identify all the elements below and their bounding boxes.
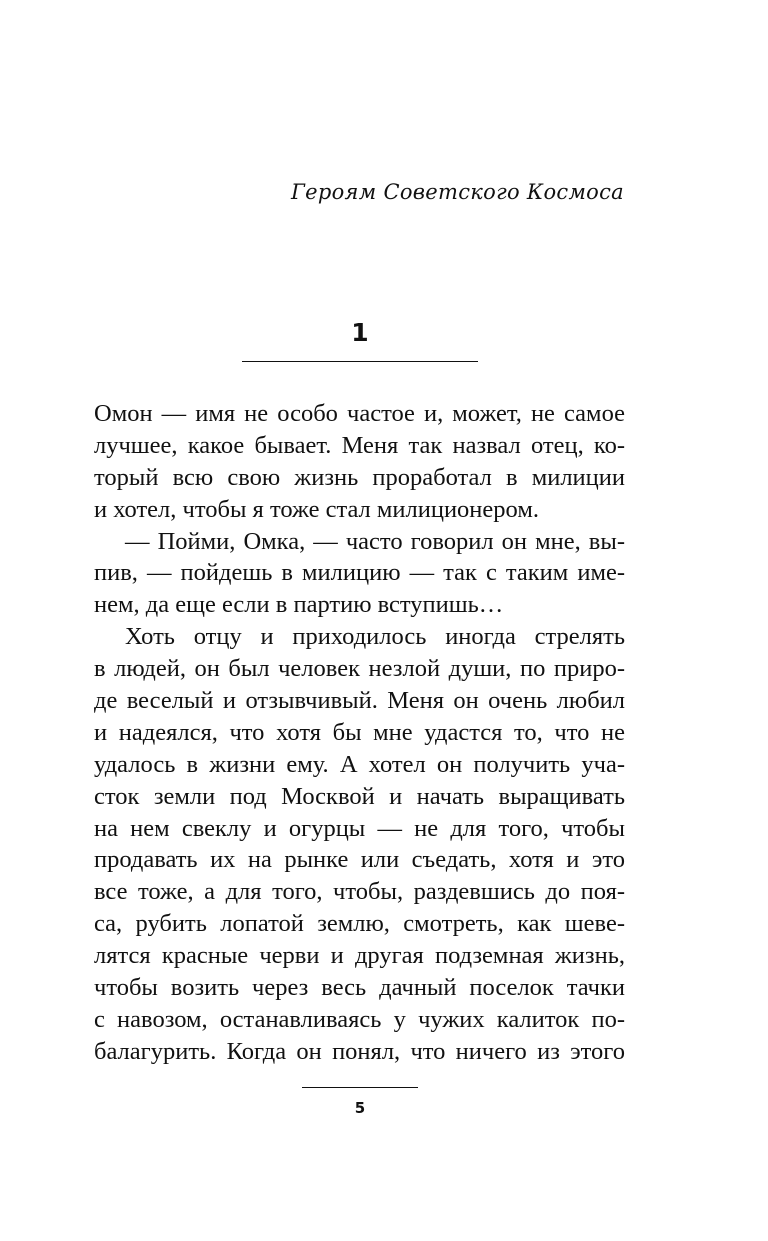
text-line: продавать их на рынке или съедать, хотя и это	[94, 846, 625, 874]
text-line: удалось в жизни ему. А хотел он получить уча-	[94, 750, 625, 778]
text-line: торый всю свою жизнь проработал в милиции	[94, 463, 625, 491]
text-line: все тоже, а для того, чтобы, раздевшись до поя-	[94, 878, 625, 906]
text-line: балагурить. Когда он понял, что ничего из этого	[94, 1037, 625, 1065]
footer-divider	[302, 1087, 418, 1088]
chapter-divider	[242, 361, 478, 362]
text-line: чтобы возить через весь дачный поселок тачки	[94, 974, 625, 1002]
text-line: са, рубить лопатой землю, смотреть, как шеве-	[94, 910, 625, 938]
text-line: и хотел, чтобы я тоже стал милиционером.	[94, 495, 539, 523]
text-line: де веселый и отзывчивый. Меня он очень любил	[94, 687, 625, 715]
text-line: на нем свеклу и огурцы — не для того, чтобы	[94, 814, 625, 842]
text-line: Хоть отцу и приходилось иногда стрелять	[125, 623, 625, 651]
text-line: нем, да еще если в партию вступишь…	[94, 591, 504, 619]
page-number: 5	[354, 1099, 366, 1117]
text-line: Омон — имя не особо частое и, может, не самое	[94, 400, 625, 427]
text-line: пив, — пойдешь в милицию — так с таким име-	[94, 559, 625, 587]
body-text	[94, 398, 625, 1066]
text-line: — Пойми, Омка, — часто говорил он мне, вы-	[125, 527, 625, 555]
text-line: лятся красные черви и другая подземная жизнь,	[94, 942, 625, 970]
text-line: в людей, он был человек незлой души, по приро-	[94, 655, 625, 683]
dedication: Героям Советского Космоса	[290, 180, 624, 204]
text-line: лучшее, какое бывает. Меня так назвал отец, ко-	[94, 431, 625, 459]
chapter-number: 1	[351, 318, 369, 347]
text-line: и надеялся, что хотя бы мне удастся то, что не	[94, 718, 625, 746]
text-line: сток земли под Москвой и начать выращивать	[94, 782, 625, 810]
text-line: с навозом, останавливаясь у чужих калиток по-	[94, 1005, 625, 1033]
